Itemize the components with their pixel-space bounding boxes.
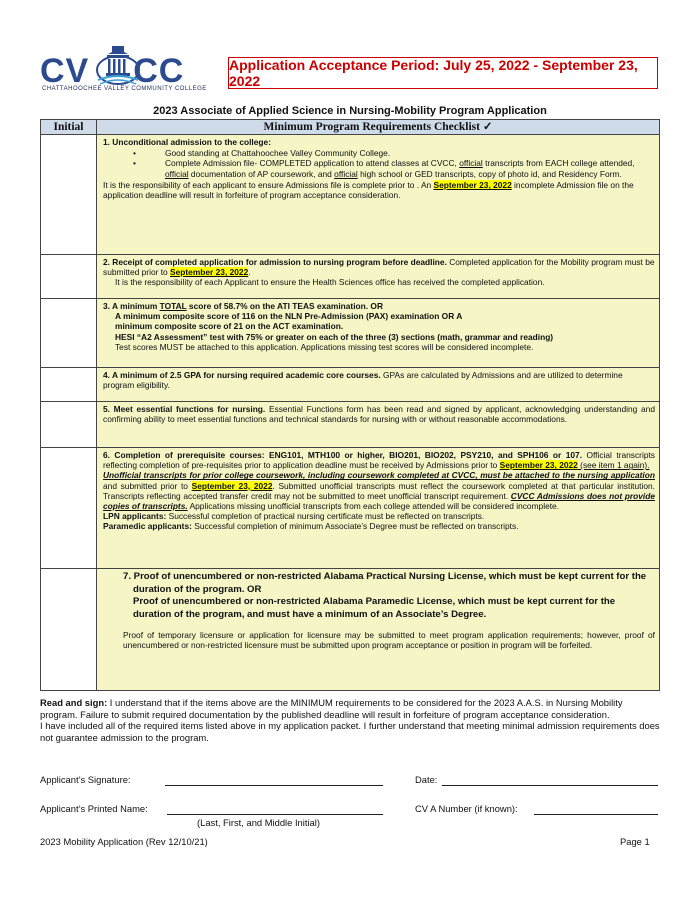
requirement-row-7 (41, 569, 660, 691)
req7-paragraph: Proof of temporary licensure or application for licensure may be submitted to meet program application requirements; however, proof of unencumbered or non-restricted licensure must be submitted upon program acceptance or position in program will be forfeited. (123, 630, 655, 651)
requirement-cell-5 (97, 402, 660, 448)
req7-line-2: duration of the program. OR (133, 583, 262, 595)
logo-cv: CV (40, 52, 90, 90)
signature-field[interactable] (165, 785, 383, 786)
initial-cell-1[interactable] (41, 135, 97, 255)
printed-name-label: Applicant’s Printed Name: (40, 803, 148, 814)
college-logo (40, 42, 207, 97)
requirement-row-3 (41, 299, 660, 368)
page-number: Page 1 (620, 836, 650, 847)
req7-line-3: Proof of unencumbered or non-restricted Alabama Paramedic License, which must be kept current for the duration of the program, and must have a minimum of an Associate’s Degree. (133, 596, 616, 620)
req7-line-1: 7. Proof of unencumbered or non-restricted Alabama Practical Nursing License, which must be kept current for the (123, 571, 647, 582)
req4-text: 4. A minimum of 2.5 GPA for nursing required academic core courses. GPAs are calculated by Admissions and are utilized to determine program eligibility. (103, 370, 623, 391)
document-revision: 2023 Mobility Application (Rev 12/10/21) (40, 836, 208, 847)
req1-deadline-date: September 23, 2022 (433, 179, 512, 190)
column-header-initial: Initial (41, 120, 97, 135)
req3-line-2: A minimum composite score of 116 on the NLN Pre-Admission (PAX) examination OR A (115, 311, 463, 322)
table-header-row (41, 120, 660, 135)
initial-cell-6[interactable] (41, 448, 97, 569)
initial-cell-7[interactable] (41, 569, 97, 691)
initial-cell-4[interactable] (41, 368, 97, 402)
req6-lpn: LPN applicants: Successful completion of practical nursing certificate must be reflected on transcripts. (103, 511, 485, 522)
date-field[interactable] (442, 785, 658, 786)
logo-cc: CC (133, 52, 185, 90)
requirement-cell-7 (97, 569, 660, 691)
requirement-row-6 (41, 448, 660, 569)
req6-text: 6. Completion of prerequisite courses: ENG101, MTH100 or higher, BIO201, BIO202, PSY210, and SPH106 or 107. Official transcripts reflecting completion of pre-requisites prior to application deadline must be received by Admissions prior to September 23, 2022 (see item 1 again). (103, 450, 655, 471)
requirement-cell-4 (97, 368, 660, 402)
requirement-row-1 (41, 135, 660, 255)
req1-list (133, 148, 655, 179)
req1-title: 1. Unconditional admission to the college: (103, 137, 271, 147)
printed-name-field[interactable] (167, 814, 383, 815)
acceptance-period-box: Application Acceptance Period: July 25, 2022 - September 23, 2022 (228, 57, 658, 89)
logo-building-icon (94, 42, 142, 88)
initial-cell-2[interactable] (41, 255, 97, 299)
req1-bullet-2: • Complete Admission file- COMPLETED application to attend classes at CVCC, official transcripts from EACH college attended, official documentation of AP coursework, and official high school or GED transcripts, copy of photo id, and Residency Form. (133, 158, 655, 178)
req6-deadline-date-2: September 23, 2022 (191, 480, 273, 491)
req3-line-3: minimum composite score of 21 on the ACT examination. (115, 321, 344, 332)
req3-line-4: HESI “A2 Assessment” test with 75% or greater on each of the three (3) sections (math, grammar and reading) (115, 331, 554, 342)
read-sign-paragraph-2: I have included all of the required items listed above in my application packet. I further understand that meeting minimal admission requirements does not guarantee admission to the program. (40, 720, 660, 743)
cva-number-label: CV A Number (if known): (415, 803, 518, 814)
cva-number-field[interactable] (534, 814, 658, 815)
requirement-row-4 (41, 368, 660, 402)
req3-line-5: Test scores MUST be attached to this application. Applications missing test scores will be considered incomplete. (115, 341, 534, 352)
printed-name-hint: (Last, First, and Middle Initial) (197, 817, 320, 828)
initial-cell-3[interactable] (41, 299, 97, 368)
req2-note: It is the responsibility of each Applicant to ensure the Health Sciences office has received the completed application. (115, 277, 545, 288)
initial-cell-5[interactable] (41, 402, 97, 448)
req1-bullet-1: • Good standing at Chattahoochee Valley Community College. (133, 148, 655, 158)
req3-line-1: 3. A minimum TOTAL score of 58.7% on the ATI TEAS examination. OR (103, 301, 383, 311)
date-label: Date: (415, 774, 438, 785)
req2-deadline-date: September 23, 2022 (170, 267, 249, 278)
requirement-cell-3 (97, 299, 660, 368)
req5-text: 5. Meet essential functions for nursing. Essential Functions form has been read and signed by applicant, acknowledging understanding and confirming ability to meet essential functions and technical standards for nursing with or without reasonable accommodations. (103, 404, 655, 425)
requirement-cell-6 (97, 448, 660, 569)
req2-text: 2. Receipt of completed application for admission to nursing program before deadline. Completed application for the Mobility program must be submitted prior to September 23, 2022. (103, 257, 655, 278)
read-sign-paragraph-1: Read and sign: I understand that if the items above are the MINIMUM requirements to be considered for the 2023 A.A.S. in Nursing Mobility program. Failure to submit required documentation by the published deadline will result in forfeiture of program acceptance consideration. (40, 697, 623, 720)
requirement-cell-2 (97, 255, 660, 299)
requirement-row-5 (41, 402, 660, 448)
req6-paramedic: Paramedic applicants: Successful completion of minimum Associate’s Degree must be reflected on transcripts. (103, 521, 519, 532)
read-and-sign-statement (40, 697, 660, 743)
req6-unofficial: Unofficial transcripts for prior college coursework, including coursework completed at CVCC, must be attached to the nursing application and submitted prior to September 23, 2022. Submitted unofficial transcripts must reflect the coursework completed at that particular institution. Transcripts reflecting accepted transfer credit may not be submitted to meet unofficial transcript requirement. CVCC Admissions does not provide copies of transcripts. Applications missing unofficial transcripts from each college attended will be considered incomplete. (103, 470, 656, 512)
req1-paragraph: It is the responsibility of each applicant to ensure Admissions file is complete prior to . An September 23, 2022 incomplete Admission file on the application deadline will result in forfeiture of program acceptance consideration. (103, 179, 634, 201)
column-header-requirements: Minimum Program Requirements Checklist ✓ (97, 120, 660, 135)
requirements-checklist-table (40, 119, 660, 691)
req6-deadline-date-1: September 23, 2022 (499, 460, 578, 471)
document-title: 2023 Associate of Applied Science in Nursing-Mobility Program Application (153, 105, 547, 117)
requirement-cell-1 (97, 135, 660, 255)
requirement-row-2 (41, 255, 660, 299)
logo-college-name: CHATTAHOOCHEE VALLEY COMMUNITY COLLEGE (42, 86, 207, 92)
signature-label: Applicant’s Signature: (40, 774, 131, 785)
